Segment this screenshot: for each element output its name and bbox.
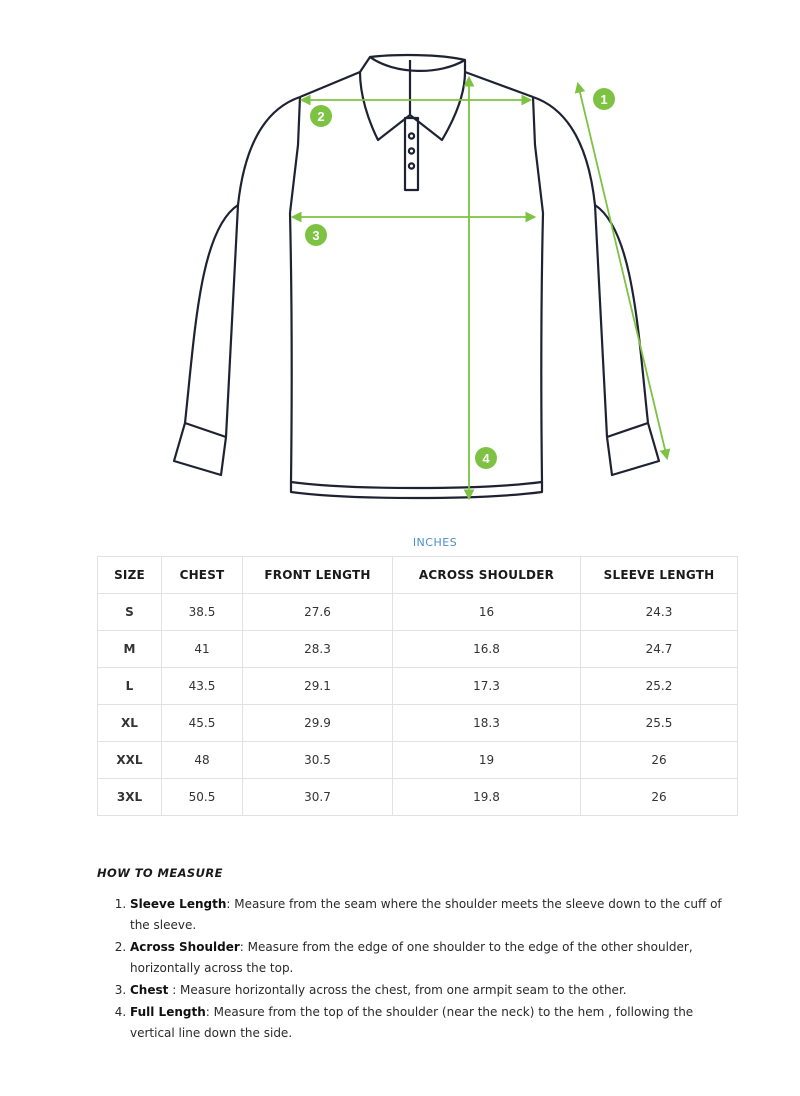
shirt-measurement-diagram bbox=[0, 0, 800, 520]
front-length-cell: 30.5 bbox=[243, 742, 393, 779]
across-shoulder-cell: 19 bbox=[393, 742, 581, 779]
chest-cell: 48 bbox=[162, 742, 243, 779]
marker-2 bbox=[310, 105, 332, 127]
header-chest: CHEST bbox=[162, 557, 243, 594]
how-to-measure-section bbox=[97, 866, 737, 1045]
chest-cell: 45.5 bbox=[162, 705, 243, 742]
how-to-measure-title: HOW TO MEASURE bbox=[97, 866, 223, 880]
table-row bbox=[98, 668, 738, 705]
table-row bbox=[98, 705, 738, 742]
size-cell: 3XL bbox=[98, 779, 162, 816]
across-shoulder-cell: 19.8 bbox=[393, 779, 581, 816]
front-length-cell: 30.7 bbox=[243, 779, 393, 816]
marker-3-label: 3 bbox=[312, 228, 320, 243]
front-length-cell: 29.1 bbox=[243, 668, 393, 705]
chest-cell: 50.5 bbox=[162, 779, 243, 816]
marker-4 bbox=[475, 447, 497, 469]
measure-text: : Measure from the edge of one shoulder to the edge of the other shoulder, horizontally across the top. bbox=[130, 940, 693, 975]
how-to-measure-list bbox=[97, 894, 737, 1044]
measure-term: Chest bbox=[130, 983, 169, 997]
size-cell: S bbox=[98, 594, 162, 631]
measure-term: Full Length bbox=[130, 1005, 206, 1019]
size-chart-table bbox=[97, 556, 738, 816]
marker-4-label: 4 bbox=[482, 451, 490, 466]
measure-term: Sleeve Length bbox=[130, 897, 227, 911]
list-item bbox=[130, 937, 737, 979]
marker-1 bbox=[593, 88, 615, 110]
across-shoulder-cell: 16 bbox=[393, 594, 581, 631]
measure-text: : Measure from the top of the shoulder (near the neck) to the hem , following the vertical line down the side. bbox=[130, 1005, 694, 1040]
size-cell: XL bbox=[98, 705, 162, 742]
size-cell: M bbox=[98, 631, 162, 668]
header-across-shoulder: ACROSS SHOULDER bbox=[393, 557, 581, 594]
marker-3 bbox=[305, 224, 327, 246]
front-length-cell: 28.3 bbox=[243, 631, 393, 668]
chest-cell: 41 bbox=[162, 631, 243, 668]
table-header-row bbox=[98, 557, 738, 594]
across-shoulder-cell: 17.3 bbox=[393, 668, 581, 705]
across-shoulder-cell: 18.3 bbox=[393, 705, 581, 742]
chest-cell: 43.5 bbox=[162, 668, 243, 705]
header-sleeve-length: SLEEVE LENGTH bbox=[581, 557, 738, 594]
sleeve-length-cell: 24.3 bbox=[581, 594, 738, 631]
header-front-length: FRONT LENGTH bbox=[243, 557, 393, 594]
sleeve-length-cell: 25.2 bbox=[581, 668, 738, 705]
size-cell: L bbox=[98, 668, 162, 705]
front-length-cell: 27.6 bbox=[243, 594, 393, 631]
marker-2-label: 2 bbox=[317, 109, 325, 124]
table-row bbox=[98, 742, 738, 779]
size-cell: XXL bbox=[98, 742, 162, 779]
sleeve-length-line bbox=[578, 84, 667, 458]
unit-label: INCHES bbox=[412, 536, 458, 549]
sleeve-length-cell: 24.7 bbox=[581, 631, 738, 668]
marker-1-label: 1 bbox=[600, 92, 608, 107]
front-length-cell: 29.9 bbox=[243, 705, 393, 742]
across-shoulder-cell: 16.8 bbox=[393, 631, 581, 668]
table-row bbox=[98, 631, 738, 668]
list-item bbox=[130, 1002, 737, 1044]
measure-term: Across Shoulder bbox=[130, 940, 240, 954]
table-row bbox=[98, 779, 738, 816]
sleeve-length-cell: 25.5 bbox=[581, 705, 738, 742]
header-size: SIZE bbox=[98, 557, 162, 594]
list-item bbox=[130, 894, 737, 936]
measure-text: : Measure from the seam where the shoulder meets the sleeve down to the cuff of the sleeve. bbox=[130, 897, 722, 932]
list-item bbox=[130, 980, 737, 1001]
sleeve-length-cell: 26 bbox=[581, 742, 738, 779]
chest-cell: 38.5 bbox=[162, 594, 243, 631]
measure-text: : Measure horizontally across the chest, from one armpit seam to the other. bbox=[168, 983, 627, 997]
table-row bbox=[98, 594, 738, 631]
sleeve-length-cell: 26 bbox=[581, 779, 738, 816]
